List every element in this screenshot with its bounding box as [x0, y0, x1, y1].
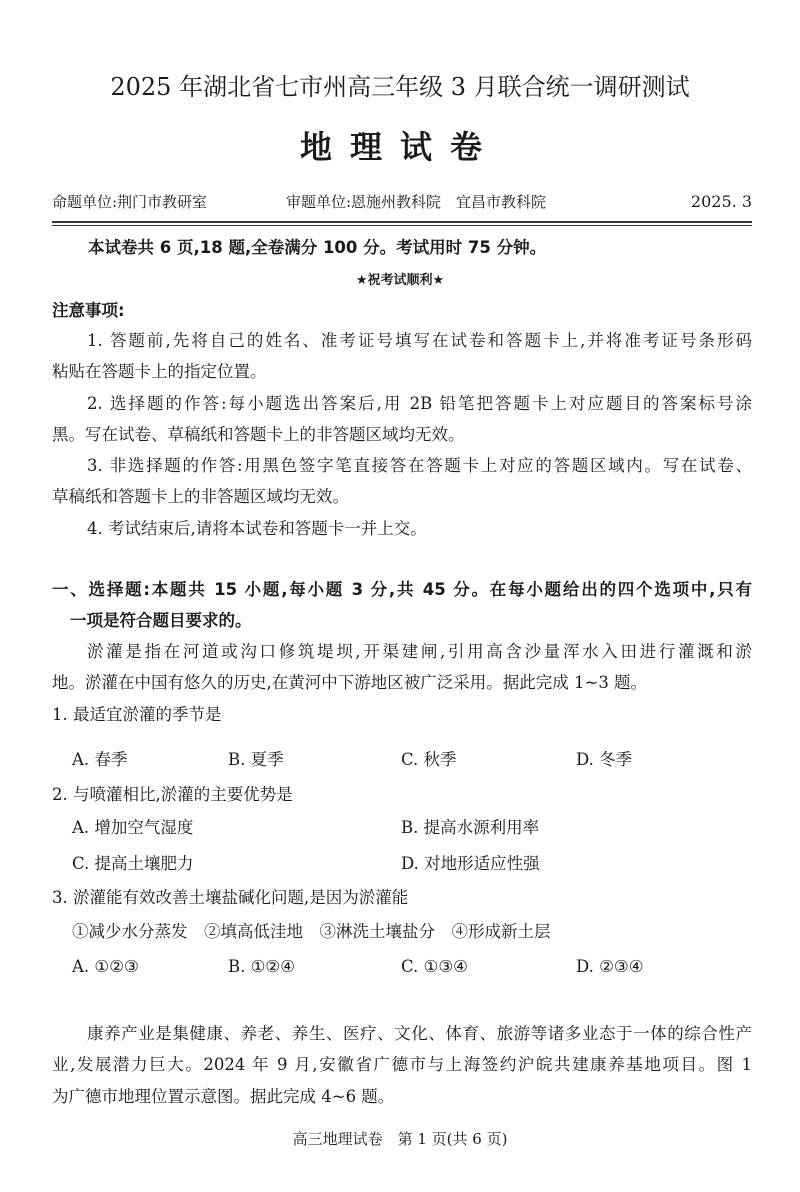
- option: B. 提高水源利用率: [401, 818, 540, 837]
- section-heading: 一、选择题:本题共 15 小题,每小题 3 分,共 45 分。在每小题给出的四个选项中,只有: [52, 580, 752, 599]
- question-statements: ①减少水分蒸发 ②填高低洼地 ③淋洗土壤盐分 ④形成新土层: [72, 922, 551, 941]
- intro: 本试卷共 6 页,18 题,全卷满分 100 分。考试用时 75 分钟。: [88, 238, 547, 257]
- passage-line: 地。淤灌在中国有悠久的历史,在黄河中下游地区被广泛采用。据此完成 1~3 题。: [52, 673, 648, 692]
- subject-title: 地理试卷: [299, 128, 500, 166]
- section-heading-cont: 一项是符合题目要求的。: [70, 611, 252, 630]
- option: A. 春季: [72, 750, 128, 769]
- rule-bottom: [52, 225, 752, 226]
- question-stem: 3. 淤灌能有效改善土壤盐碱化问题,是因为淤灌能: [52, 888, 409, 907]
- note-line: 3. 非选择题的作答:用黑色签字笔直接答在答题卡上对应的答题区域内。写在试卷、: [87, 456, 752, 475]
- exam-title: 2025 年湖北省七市州高三年级 3 月联合统一调研测试: [110, 73, 690, 101]
- passage-line: 为广德市地理位置示意图。据此完成 4~6 题。: [52, 1087, 395, 1106]
- option: A. ①②③: [72, 957, 139, 976]
- setter: 命题单位:荆门市教研室: [52, 193, 208, 211]
- option: C. ①③④: [401, 957, 468, 976]
- option: C. 提高土壤肥力: [72, 854, 194, 873]
- passage-line: 淤灌是指在河道或沟口修筑堤坝,开渠建闸,引用高含沙量浑水入田进行灌溉和淤: [87, 642, 752, 661]
- option: B. ①②④: [228, 957, 295, 976]
- notes-heading: 注意事项:: [52, 301, 125, 320]
- wish: ★祝考试顺利★: [355, 273, 445, 288]
- option: D. 冬季: [576, 750, 633, 769]
- option: D. ②③④: [576, 957, 644, 976]
- note-line: 4. 考试结束后,请将本试卷和答题卡一并上交。: [87, 519, 427, 538]
- page-footer: 高三地理试卷 第 1 页(共 6 页): [292, 1130, 508, 1148]
- note-line: 1. 答题前,先将自己的姓名、准考证号填写在试卷和答题卡上,并将准考证号条形码: [87, 331, 752, 350]
- passage-line: 业,发展潜力巨大。2024 年 9 月,安徽省广德市与上海签约沪皖共建康养基地项目。图 1: [52, 1055, 752, 1074]
- note-line: 草稿纸和答题卡上的非答题区域均无效。: [52, 487, 349, 506]
- date: 2025. 3: [690, 192, 752, 211]
- note-line: 2. 选择题的作答:每小题选出答案后,用 2B 铅笔把答题卡上对应题目的答案标号涂: [87, 394, 752, 413]
- note-line: 粘贴在答题卡上的指定位置。: [52, 362, 267, 381]
- rule-top: [52, 221, 752, 223]
- note-line: 黑。写在试卷、草稿纸和答题卡上的非答题区域均无效。: [52, 425, 465, 444]
- option: A. 增加空气湿度: [72, 818, 194, 837]
- passage-line: 康养产业是集健康、养老、养生、医疗、文化、体育、旅游等诸多业态于一体的综合性产: [87, 1024, 752, 1043]
- option: D. 对地形适应性强: [401, 854, 540, 873]
- question-stem: 2. 与喷灌相比,淤灌的主要优势是: [52, 785, 293, 804]
- option: C. 秋季: [401, 750, 457, 769]
- question-stem: 1. 最适宜淤灌的季节是: [52, 705, 222, 724]
- reviewer: 审题单位:恩施州教科院 宜昌市教科院: [286, 193, 547, 211]
- option: B. 夏季: [228, 750, 284, 769]
